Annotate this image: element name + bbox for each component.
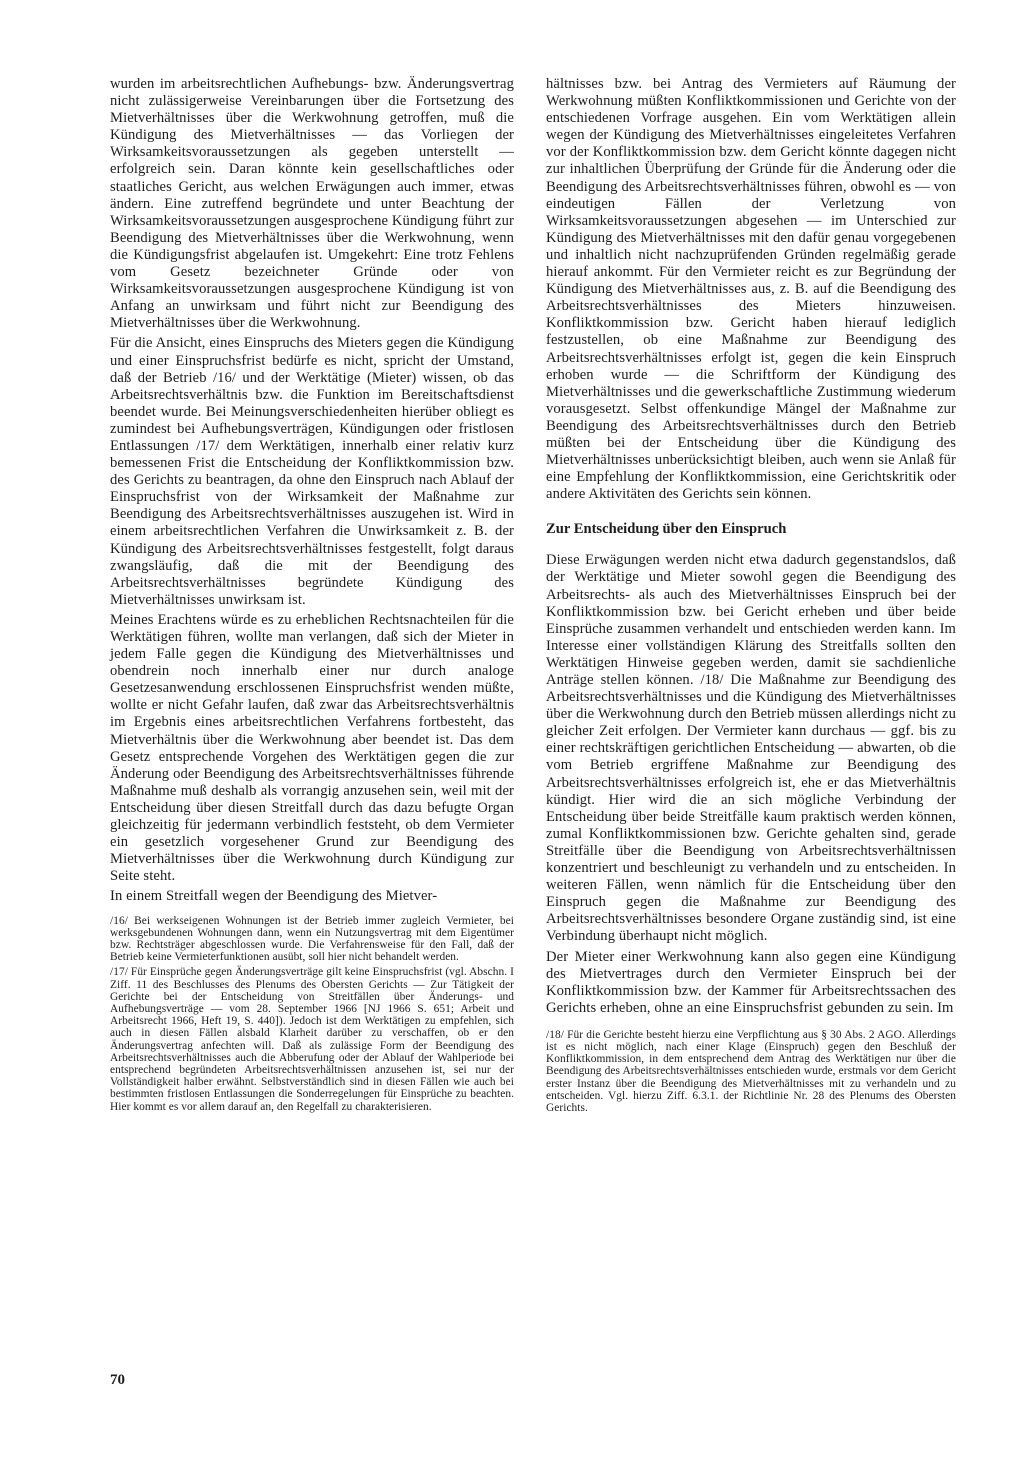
body-paragraph: Für die Ansicht, eines Einspruchs des Mieters gegen die Kündigung und einer Einspruchsfrist bedürfe es nicht, spricht der Umstand, daß der Betrieb /16/ und der Werktätige (Mieter) wissen, ob das Arbeitsrechtsverhältnis bzw. die Funktion im Bereitschaftsdienst beendet wurde. Bei Meinungsverschiedenheiten hierüber obliegt es zumindest bei Aufhebungsverträgen, Kündigungen oder fristlosen Entlassungen /17/ dem Werktätigen, innerhalb einer relativ kurz bemessenen Frist die Entscheidung der Konfliktkommission bzw. des Gerichts zu beantragen, da ohne den Einspruch nach Ablauf der Einspruchsfrist von der Wirksamkeit der Maßnahme zur Beendigung des Arbeitsrechtsverhältnisses auszugehen ist. Wird in einem arbeitsrechtlichen Verfahren die Unwirksamkeit z. B. der Kündigung des Arbeitsrechtsverhältnisses festgestellt, folgt daraus zwangsläufig, daß die mit der Beendigung des Arbeitsrechtsverhältnisses begründete Kündigung des Mietverhältnisses unwirksam ist.	[110, 335, 514, 608]
section-heading: Zur Entscheidung über den Einspruch	[546, 521, 787, 538]
right-column	[546, 76, 956, 1114]
footnote-18: /18/ Für die Gerichte besteht hierzu eine Verpflichtung aus § 30 Abs. 2 AGO. Allerdings ist es nicht möglich, nach einer Klage (Einspruch) gegen den Beschluß der Konfliktkommission, in dem entsprechend dem Antrag des Werktätigen nur über die Beendigung des Arbeitsrechtsverhältnisses entschieden wurde, erstmals vor dem Gericht erster Instanz über die Beendigung des Mietverhältnisses mit zu verhandeln und zu entscheiden. Vgl. hierzu Ziff. 6.3.1. der Richtlinie Nr. 28 des Plenums des Obersten Gerichts.	[546, 1028, 956, 1115]
footnotes-left	[110, 915, 514, 1113]
page-number: 70	[110, 1372, 125, 1388]
footnote-17: /17/ Für Einsprüche gegen Änderungsverträge gilt keine Einspruchsfrist (vgl. Abschn. I Ziff. 11 des Beschlusses des Plenums des Obersten Gerichts — Zur Tätigkeit der Gerichte bei der Entscheidung von Streitfällen über Änderungs- und Aufhebungsverträge — vom 28. September 1966 [NJ 1966 S. 651; Arbeit und Arbeitsrecht 1966, Heft 19, S. 440]). Jedoch ist dem Werktätigen zu empfehlen, sich auch in diesen Fällen alsbald Klarheit darüber zu verschaffen, ob er den Änderungsvertrag anfechten will. Daß als zulässige Form der Beendigung des Arbeitsrechtsverhältnisses auch die Abberufung oder der Ablauf der Wahlperiode bei entsprechend begründeten Arbeitsrechtsverhältnissen anzusehen ist, sei nur der Vollständigkeit halber erwähnt. Selbstverständlich sind in diesen Fällen wie auch bei bestimmten fristlosen Entlassungen die Sonderregelungen für Einsprüche zu beachten. Hier kommt es vor allem darauf an, den Regelfall zu charakterisieren.	[110, 966, 514, 1113]
body-paragraph: wurden im arbeitsrechtlichen Aufhebungs- bzw. Änderungsvertrag nicht zulässigerweise Vereinbarungen über die Fortsetzung des Mietverhältnisses über die Werkwohnung getroffen, muß die Kündigung des Mietverhältnisses — das Vorliegen der Wirksamkeitsvoraussetzungen als gegeben unterstellt — erfolgreich sein. Daran könnte kein gesellschaftliches oder staatliches Gericht, aus welchen Erwägungen auch immer, etwas ändern. Eine zutreffend begründete und unter Beachtung der Wirksamkeitsvoraussetzungen ausgesprochene Kündigung führt zur Beendigung des Mietverhältnisses über die Werkwohnung, wenn die Kündigungsfrist abgelaufen ist. Umgekehrt: Eine trotz Fehlens vom Gesetz bezeichneter Gründe oder von Wirksamkeitsvoraussetzungen ausgesprochene Kündigung ist von Anfang an unwirksam und führt nicht zur Beendigung des Mietverhältnisses über die Werkwohnung.	[110, 76, 514, 332]
footnotes-right	[546, 1029, 956, 1114]
left-column	[110, 76, 514, 1113]
body-paragraph: Meines Erachtens würde es zu erheblichen Rechtsnachteilen für die Werktätigen führen, wollte man verlangen, daß sich der Mieter in jedem Falle gegen die Kündigung des Mietverhältnisses und obendrein noch innerhalb einer nur durch analoge Gesetzesanwendung erschlossenen Einspruchsfrist wenden müßte, wollte er nicht Gefahr laufen, daß zwar das Arbeitsrechtsverhältnis im Ergebnis eines arbeitsrechtlichen Verfahrens fortbesteht, das Mietverhältnis über die Werkwohnung aber beendet ist. Das dem Gesetz entsprechende Vorgehen des Werktätigen gegen die zur Änderung oder Beendigung des Arbeitsrechtsverhältnisses führende Maßnahme muß deshalb als vorrangig anzusehen sein, weil mit der Entscheidung über diesen Streitfall durch das dazu befugte Organ gleichzeitig für jedermann verbindlich feststeht, ob dem Vermieter ein gesetzlich vorgesehener Grund zur Beendigung des Mietverhältnisses über die Werkwohnung durch Kündigung zur Seite steht.	[110, 611, 514, 885]
body-paragraph: Diese Erwägungen werden nicht etwa dadurch gegenstandslos, daß der Werktätige und Mieter sowohl gegen die Beendigung des Arbeitsrechts- als auch des Mietverhältnisses Einspruch bei der Konfliktkommission bzw. bei Gericht erheben und über beide Einsprüche zusammen verhandelt und entschieden werden kann. Im Interesse einer vollständigen Klärung des Streitfalls sollten den Werktätigen Hinweise gegeben werden, damit sie sachdienliche Anträge stellen können. /18/ Die Maßnahme zur Beendigung des Arbeitsrechtsverhältnisses und die Kündigung des Mietverhältnisses über die Werkwohnung durch den Betrieb müssen allerdings nicht zu gleicher Zeit erfolgen. Der Vermieter kann durchaus — ggf. bis zu einer rechtskräftigen gerichtlichen Entscheidung — abwarten, ob die vom Betrieb ergriffene Maßnahme zur Beendigung des Arbeitsrechtsverhältnisses erfolgreich ist, ehe er das Mietverhältnis kündigt. Hier wird die an sich mögliche Verbindung der Entscheidung über beide Streitfälle kaum praktisch werden können, zumal Konfliktkommissionen bzw. Gerichte gehalten sind, gerade Streitfälle über die Beendigung von Arbeitsrechtsverhältnissen konzentriert und beschleunigt zu verhandeln und zu entscheiden. In weiteren Fällen, wenn nämlich für die Entscheidung über den Einspruch gegen die Maßnahme zur Beendigung des Arbeitsrechtsverhältnisses besondere Organe zuständig sind, ist eine Verbindung überhaupt nicht möglich.	[546, 552, 956, 945]
body-paragraph: hältnisses bzw. bei Antrag des Vermieters auf Räumung der Werkwohnung müßten Konfliktkommissionen und Gerichte von der entschiedenen Vorfrage ausgehen. Ein vom Werktätigen allein wegen der Kündigung des Mietverhältnisses eingeleitetes Verfahren vor der Konfliktkommission bzw. dem Gericht könnte dagegen nicht zur inhaltlichen Überprüfung der Gründe für die Änderung oder die Beendigung des Arbeitsrechtsverhältnisses führen, obwohl es — von eindeutigen Fällen der Verletzung von Wirksamkeitsvoraussetzungen abgesehen — im Unterschied zur Kündigung des Mietverhältnisses mit den dafür genau vorgegebenen und inhaltlich nicht nachzuprüfenden Gründen regelmäßig gerade hierauf ankommt. Für den Vermieter reicht es zur Begründung der Kündigung des Mietverhältnisses aus, z. B. auf die Beendigung des Arbeitsrechtsverhältnisses des Mieters hinzuweisen. Konfliktkommission bzw. Gericht haben hierauf lediglich festzustellen, ob eine Maßnahme zur Beendigung des Arbeitsrechtsverhältnisses erfolgt ist, gegen die kein Einspruch erhoben wurde — die Schriftform der Kündigung des Mietverhältnisses und die gewerkschaftliche Zustimmung wiederum vorausgesetzt. Selbst offenkundige Mängel der Maßnahme zur Beendigung des Arbeitsrechtsverhältnisses durch den Betrieb müßten bei der Entscheidung über die Kündigung des Mietverhältnisses unberücksichtigt bleiben, auch wenn sie Anlaß für eine Empfehlung der Konfliktkommission, eine Gerichtskritik oder andere Aktivitäten des Gerichts sein können.	[546, 76, 956, 503]
footnote-16: /16/ Bei werkseigenen Wohnungen ist der Betrieb immer zugleich Vermieter, bei werksgebundenen Wohnungen dann, wenn ein Nutzungsvertrag mit dem Eigentümer bzw. Rechtsträger abgeschlossen wurde. Die Verfahrensweise für den Fall, daß der Betrieb keine Vermieterfunktionen ausübt, soll hier nicht behandelt werden.	[110, 914, 514, 964]
body-paragraph: In einem Streitfall wegen der Beendigung des Mietver-	[110, 888, 438, 905]
body-paragraph: Der Mieter einer Werkwohnung kann also gegen eine Kündigung des Mietvertrages durch den Vermieter Einspruch bei der Konfliktkommission bzw. der Kammer für Arbeitsrechtssachen des Gerichts erheben, ohne an eine Einspruchsfrist gebunden zu sein. Im	[546, 948, 956, 1016]
